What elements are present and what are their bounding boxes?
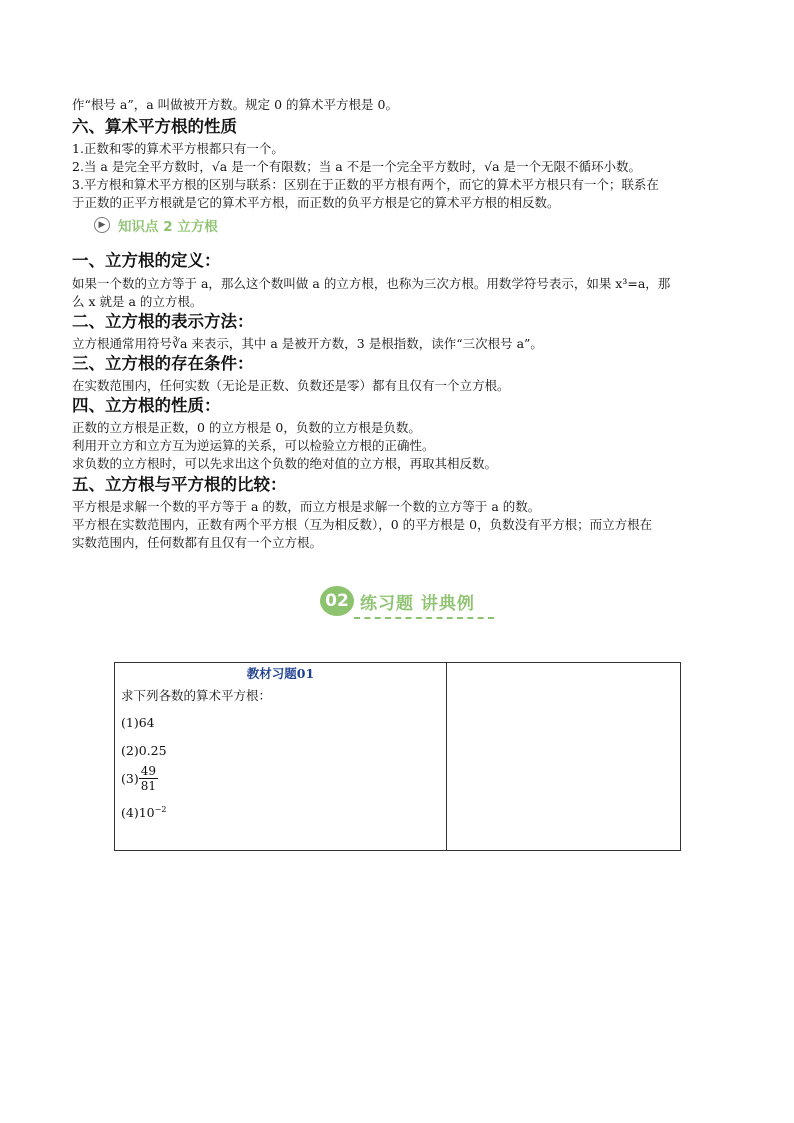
fraction-denominator: 81: [140, 779, 156, 793]
cube-root-notation: 立方根通常用符号∛a 来表示，其中 a 是被开方数，3 是根指数，读作“三次根号 a”。: [72, 336, 543, 351]
comparison-line1: 平方根是求解一个数的平方等于 a 的数，而立方根是求解一个数的立方等于 a 的数。: [72, 499, 541, 514]
heading-cube-root-definition: 一、立方根的定义：: [72, 251, 221, 270]
section-title: 练习题 讲典例: [360, 593, 475, 614]
cube-root-property-3: 求负数的立方根时，可以先求出这个负数的绝对值的立方根，再取其相反数。: [72, 456, 498, 471]
exercise-item-3: [115, 764, 446, 793]
comparison-line2: 平方根在实数范围内，正数有两个平方根（互为相反数），0 的平方根是 0，负数没有平方根；而立方根在: [72, 517, 653, 532]
exercise-table: [114, 662, 681, 851]
exercise-item-4-exponent: −2: [154, 805, 167, 814]
heading-arithmetic-sqrt-properties: 六、算术平方根的性质: [72, 117, 237, 136]
cube-root-definition-line2: 么 x 就是 a 的立方根。: [72, 294, 203, 309]
heading-cube-root-notation: 二、立方根的表示方法：: [72, 312, 254, 331]
exercise-item-1: (1)64: [121, 715, 155, 730]
exercise-item-4: [115, 801, 446, 821]
knowledge-point-label: 知识点 2 立方根: [118, 219, 218, 235]
cube-root-property-2: 利用开立方和立方互为逆运算的关系，可以检验立方根的正确性。: [72, 438, 435, 453]
property-3-line2: 于正数的正平方根就是它的算术平方根，而正数的负平方根是它的算术平方根的相反数。: [72, 195, 560, 210]
knowledge-point-2: [94, 215, 218, 235]
exercise-prompt: 求下列各数的算术平方根：: [121, 688, 272, 703]
fraction-49-81: [139, 764, 158, 793]
property-2: 2.当 a 是完全平方数时，√a 是一个有限数；当 a 不是一个完全平方数时，√a 是一个无限不循环小数。: [72, 159, 642, 174]
exercise-item-4-base: (4)10: [121, 805, 155, 821]
exercise-title: 教材习题01: [246, 666, 315, 681]
fraction-numerator: 49: [140, 764, 156, 778]
section-number-badge: 02: [320, 586, 354, 616]
section-02-header: [320, 586, 494, 619]
exercise-item-2: (2)0.25: [121, 743, 167, 758]
cube-root-property-1: 正数的立方根是正数，0 的立方根是 0，负数的立方根是负数。: [72, 420, 421, 435]
heading-cube-root-existence: 三、立方根的存在条件：: [72, 354, 254, 373]
exercise-answer-cell: [447, 663, 681, 851]
exercise-item-3-label: (3): [121, 771, 139, 786]
exercise-question-cell: [115, 663, 447, 851]
property-3-line1: 3.平方根和算术平方根的区别与联系：区别在于正数的平方根有两个，而它的算术平方根只有一个；联系在: [72, 177, 659, 192]
intro-line: 作“根号 a”，a 叫做被开方数。规定 0 的算术平方根是 0。: [72, 97, 398, 112]
chevron-right-circle-icon: ▶: [94, 217, 110, 233]
cube-root-existence: 在实数范围内，任何实数（无论是正数、负数还是零）都有且仅有一个立方根。: [72, 378, 510, 393]
cube-root-definition-line1: 如果一个数的立方等于 a，那么这个数叫做 a 的立方根，也称为三次方根。用数学符号表示，如果 x³=a，那: [72, 276, 671, 291]
comparison-line3: 实数范围内，任何数都有且仅有一个立方根。: [72, 535, 323, 550]
heading-cube-vs-square-root: 五、立方根与平方根的比较：: [72, 475, 287, 494]
section-underline: [354, 617, 494, 619]
property-1: 1.正数和零的算术平方根都只有一个。: [72, 141, 284, 156]
heading-cube-root-properties: 四、立方根的性质：: [72, 396, 221, 415]
